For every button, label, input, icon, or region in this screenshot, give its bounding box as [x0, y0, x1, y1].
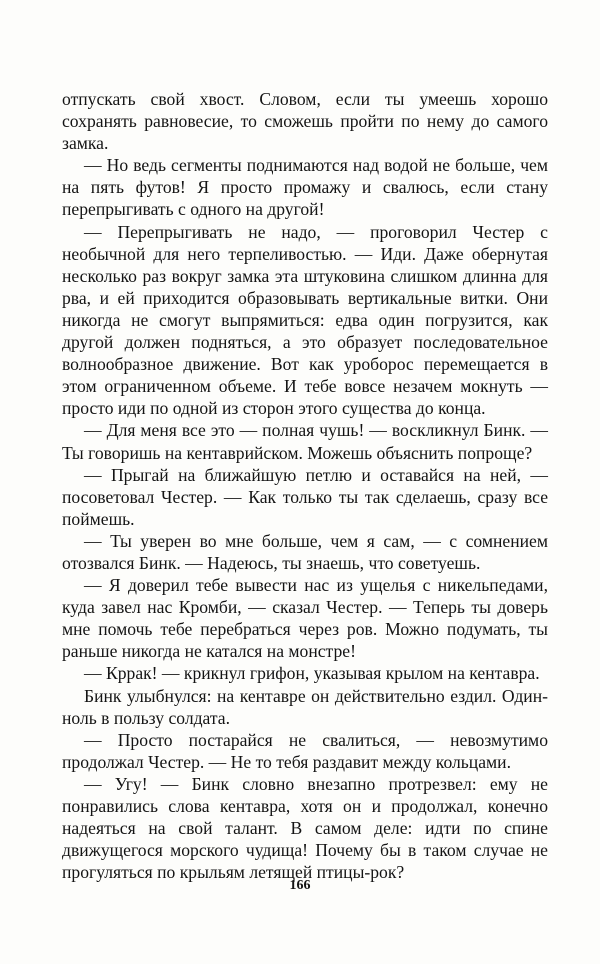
paragraph-8: — Кррак! — крикнул грифон, указывая крылом на кентавра. — [84, 663, 540, 684]
paragraph-7: — Я доверил тебе вывести нас из ущелья с никельпедами, куда завел нас Кромби, — сказал Честер. — Теперь ты доверь мне помочь тебе перебраться через ров. Можно подумать, ты раньше никогда не катался на монстре! — [62, 575, 548, 662]
paragraph-2: — Но ведь сегменты поднимаются над водой не больше, чем на пять футов! Я просто промажу и свалюсь, если стану перепрыгивать с одного на другой! — [62, 155, 548, 220]
paragraph-11: — Угу! — Бинк словно внезапно протрезвел: ему не понравились слова кентавра, хотя он и продолжал, конечно надеяться на свой талант. В самом деле: идти по спине движущегося морского чудища! Почему бы в таком случае не прогуляться по крыльям летящей птицы-рок? — [62, 773, 548, 883]
paragraph-9: Бинк улыбнулся: на кентавре он действительно ездил. Один-ноль в пользу солдата. — [62, 685, 548, 728]
text-body — [62, 88, 548, 883]
paragraph-3: — Перепрыгивать не надо, — проговорил Честер с необычной для него терпеливостью. — Иди. Даже обернутая несколько раз вокруг замка эта штуковина слишком длинна для рва, и ей приходится образовывать вертикальные витки. Они никогда не смогут выпрямиться: едва один погрузится, как другой должен подняться, а это образует последовательное волнообразное движение. Вот как уроборос перемещается в этом ограниченном объеме. И тебе вовсе незачем мокнуть — просто иди по одной из сторон этого существа до конца. — [62, 221, 548, 419]
page-number: 166 — [289, 878, 311, 893]
paragraph-10: — Просто постарайся не свалиться, — невозмутимо продолжал Честер. — Не то тебя раздавит между кольцами. — [62, 729, 548, 772]
paragraph-1: отпускать свой хвост. Словом, если ты умеешь хорошо сохранять равновесие, то сможешь пройти по нему до самого замка. — [62, 89, 548, 154]
paragraph-5: — Прыгай на ближайшую петлю и оставайся на ней, — посоветовал Честер. — Как только ты так сделаешь, сразу все поймешь. — [62, 464, 548, 529]
paragraph-4: — Для меня все это — полная чушь! — воскликнул Бинк. — Ты говоришь на кентаврийском. Можешь объяснить попроще? — [62, 420, 548, 463]
paragraph-6: — Ты уверен во мне больше, чем я сам, — с сомнением отозвался Бинк. — Надеюсь, ты знаешь, что советуешь. — [62, 530, 548, 573]
